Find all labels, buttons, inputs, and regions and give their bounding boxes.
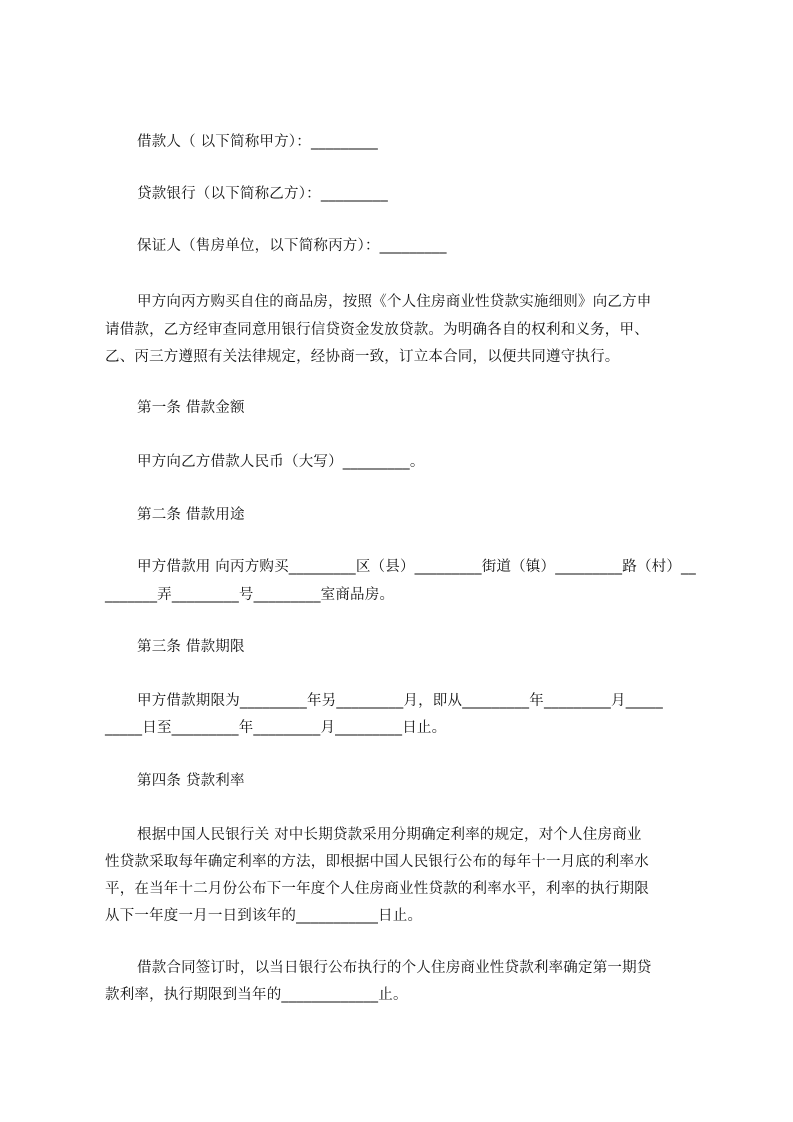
borrower-line: 借款人（ 以下简称甲方）：_________	[137, 134, 379, 150]
article4-para1-line-4: 从下一年度一月一日到该年的___________日止。	[105, 908, 423, 924]
article1-body: 甲方向乙方借款人民币（大写）_________。	[137, 454, 425, 470]
article3-title: 第三条 借款期限	[137, 639, 245, 655]
article4-title: 第四条 贷款利率	[137, 773, 245, 789]
intro-line-2: 请借款，乙方经审查同意用银行信贷资金发放贷款。为明确各自的权利和义务，甲、	[105, 322, 649, 338]
article3-body-1: 甲方借款期限为_________年另_________月，即从_________年_________月_____	[137, 693, 663, 709]
article2-body-1: 甲方借款用 向丙方购买_________区（县）_________街道（镇）_________路（村）__	[137, 559, 696, 575]
bank-line: 贷款银行（以下简称乙方）：_________	[137, 186, 388, 202]
article3-body-2: _____日至_________年_________月_________日止。	[105, 720, 447, 736]
article4-para1-line-2: 性贷款采取每年确定利率的方法，即根据中国人民银行公布的每年十一月底的利率水	[105, 854, 649, 870]
intro-line-1: 甲方向丙方购买自住的商品房，按照《个人住房商业性贷款实施细则》向乙方申	[137, 294, 652, 310]
guarantor-line: 保证人（售房单位，以下简称丙方）：_________	[137, 238, 447, 254]
article4-para2-line-2: 款利率，执行期限到当年的_____________止。	[105, 987, 408, 1003]
article1-title: 第一条 借款金额	[137, 400, 245, 416]
article4-para2-line-1: 借款合同签订时，以当日银行公布执行的个人住房商业性贷款利率确定第一期贷	[137, 960, 652, 976]
article2-body-2: _______弄_________号_________室商品房。	[105, 587, 395, 603]
article2-title: 第二条 借款用途	[137, 507, 245, 523]
article4-para1-line-1: 根据中国人民银行关 对中长期贷款采用分期确定利率的规定，对个人住房商业	[137, 827, 642, 843]
article4-para1-line-3: 平，在当年十二月份公布下一年度个人住房商业性贷款的利率水平，利率的执行期限	[105, 881, 649, 897]
intro-line-3: 乙、丙三方遵照有关法律规定，经协商一致，订立本合同，以便共同遵守执行。	[105, 349, 620, 365]
